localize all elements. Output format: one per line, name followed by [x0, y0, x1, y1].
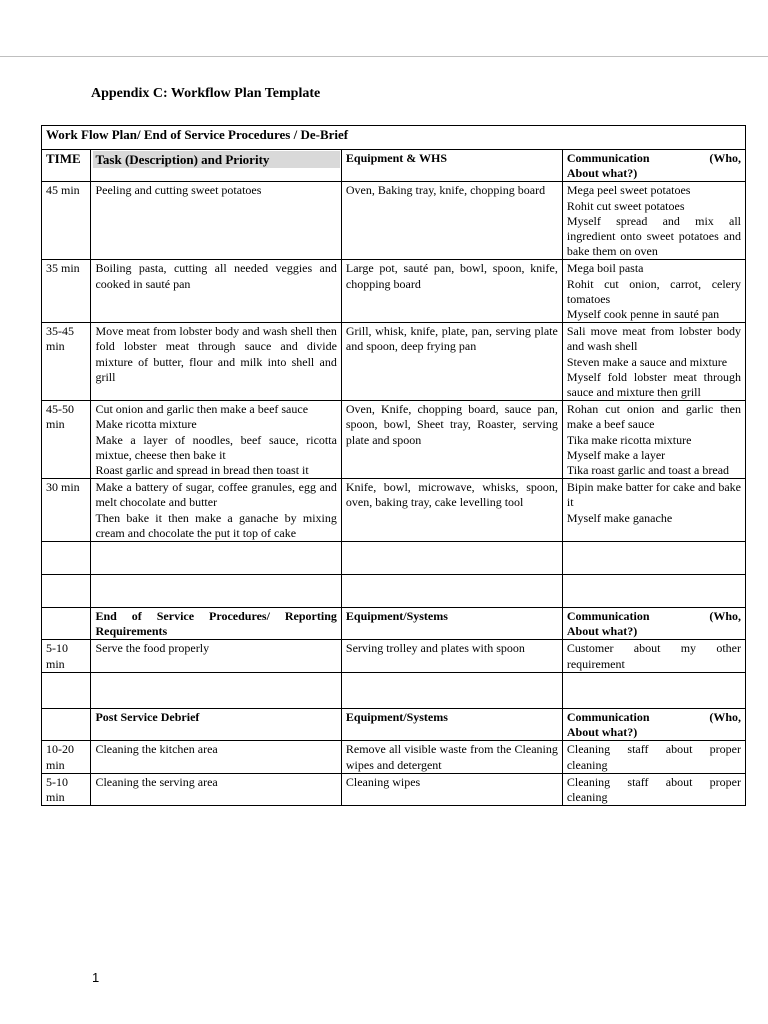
row-time: 45-50 min: [42, 401, 91, 479]
row-communication-line: Myself make ganache: [566, 510, 673, 525]
table-row-empty: [42, 672, 746, 708]
row-task: [91, 401, 341, 479]
debrief-communication: Cleaning staff about proper cleaning: [562, 773, 745, 805]
row-task: [91, 323, 341, 401]
end-service-communication: Customer about my other requirement: [562, 640, 745, 672]
row-communication-line: Sali move meat from lobster body and wash shell: [566, 324, 741, 354]
table-row: [42, 260, 746, 323]
row-equipment: [341, 479, 562, 542]
row-communication-line: Mega boil pasta: [566, 261, 644, 276]
row-communication-line: Bipin make batter for cake and bake it: [566, 480, 741, 510]
row-communication-line: Steven make a sauce and mixture: [566, 354, 728, 369]
debrief-header-communication: [562, 708, 745, 740]
row-task-line: Make a layer of noodles, beef sauce, ricotta mixtue, cheese then bake it: [95, 432, 337, 462]
debrief-comm-right: (Who,: [709, 709, 741, 724]
row-time: 45 min: [42, 182, 91, 260]
row-communication-line: Tika make ricotta mixture: [566, 432, 692, 447]
row-communication-line: Myself make a layer: [566, 447, 666, 462]
workflow-table: [41, 125, 746, 806]
header-equipment: Equipment & WHS: [341, 150, 562, 182]
debrief-task: Cleaning the serving area: [91, 773, 341, 805]
end-service-comm-right: (Who,: [709, 609, 741, 624]
table-caption-row: [42, 126, 746, 150]
end-of-service-header-row: [42, 608, 746, 640]
table-row: [42, 741, 746, 773]
header-time: TIME: [42, 150, 91, 182]
debrief-communication: Cleaning staff about proper cleaning: [562, 741, 745, 773]
debrief-task: Cleaning the kitchen area: [91, 741, 341, 773]
row-task: [91, 182, 341, 260]
debrief-comm-line2: About what?): [566, 725, 638, 740]
debrief-time: 5-10 min: [42, 773, 91, 805]
row-equipment-line: Oven, Knife, chopping board, sauce pan, spoon, bowl, Sheet tray, Roaster, serving plate and spoon: [345, 402, 558, 447]
top-divider: [0, 56, 768, 57]
debrief-header-equipment: Equipment/Systems: [341, 708, 562, 740]
row-communication-line: Myself cook penne in sauté pan: [566, 307, 720, 322]
row-task-line: Move meat from lobster body and wash shell then fold lobster meat through sauce and divide mixture of butter, flour and milk into shell and grill: [95, 324, 337, 384]
row-task-line: Cut onion and garlic then make a beef sauce: [95, 402, 309, 417]
plan-rows: [42, 182, 746, 542]
row-communication-line: Rohit cut sweet potatoes: [566, 198, 685, 213]
row-task-line: Make a battery of sugar, coffee granules, egg and melt chocolate and butter: [95, 480, 337, 510]
row-equipment-line: Large pot, sauté pan, bowl, spoon, knife, chopping board: [345, 261, 558, 291]
end-service-header-communication: [562, 608, 745, 640]
row-communication: [562, 323, 745, 401]
debrief-header-row: [42, 708, 746, 740]
row-communication-line: Myself spread and mix all ingredient onto sweet potatoes and bake them on oven: [566, 213, 741, 259]
table-header-row: [42, 150, 746, 182]
table-row-empty: [42, 575, 746, 608]
header-comm-left: Communication: [566, 151, 650, 165]
row-equipment: [341, 401, 562, 479]
row-communication: [562, 182, 745, 260]
table-row: [42, 182, 746, 260]
debrief-equipment: Cleaning wipes: [341, 773, 562, 805]
row-task-line: Roast garlic and spread in bread then toast it: [95, 463, 309, 478]
row-equipment: [341, 260, 562, 323]
end-service-task: Serve the food properly: [91, 640, 341, 672]
table-row: [42, 640, 746, 672]
row-communication: [562, 260, 745, 323]
row-task: [91, 260, 341, 323]
header-task: [91, 150, 341, 182]
table-row: [42, 323, 746, 401]
row-task-line: Boiling pasta, cutting all needed veggies and cooked in sauté pan: [95, 261, 337, 291]
row-equipment: [341, 323, 562, 401]
row-task-line: Make ricotta mixture: [95, 417, 197, 432]
end-service-equipment: Serving trolley and plates with spoon: [341, 640, 562, 672]
header-task-label: Task (Description) and Priority: [93, 151, 339, 168]
header-communication: [562, 150, 745, 182]
page-number: 1: [92, 970, 100, 985]
row-equipment: [341, 182, 562, 260]
row-communication-line: Rohan cut onion and garlic then make a beef sauce: [566, 402, 741, 432]
row-task-line: Peeling and cutting sweet potatoes: [95, 183, 262, 198]
end-service-comm-left: Communication: [566, 609, 650, 624]
header-comm-right: (Who,: [709, 151, 741, 165]
table-row-empty: [42, 542, 746, 575]
row-communication-line: Tika roast garlic and toast a bread: [566, 463, 730, 478]
row-communication-line: Myself fold lobster meat through sauce and mixture then grill: [566, 369, 741, 400]
end-service-comm-line2: About what?): [566, 624, 638, 639]
row-equipment-line: Knife, bowl, microwave, whisks, spoon, oven, baking tray, cake levelling tool: [345, 480, 558, 510]
page-title: Appendix C: Workflow Plan Template: [91, 86, 321, 101]
row-communication-line: Mega peel sweet potatoes: [566, 183, 691, 198]
header-comm-line2: About what?): [566, 166, 638, 181]
debrief-time: 10-20 min: [42, 741, 91, 773]
end-service-header-equipment: Equipment/Systems: [341, 608, 562, 640]
debrief-header-task: Post Service Debrief: [91, 708, 341, 740]
row-time: 30 min: [42, 479, 91, 542]
row-task-line: Then bake it then make a ganache by mixing cream and chocolate the put it top of cake: [95, 510, 337, 540]
row-equipment-line: Grill, whisk, knife, plate, pan, serving plate and spoon, deep frying pan: [345, 324, 558, 354]
table-row: [42, 773, 746, 805]
debrief-equipment: Remove all visible waste from the Cleaning wipes and detergent: [341, 741, 562, 773]
end-service-header-task: End of Service Procedures/ Reporting Requirements: [91, 608, 341, 640]
row-time: 35-45 min: [42, 323, 91, 401]
end-service-time: 5-10 min: [42, 640, 91, 672]
row-communication: [562, 401, 745, 479]
row-task: [91, 479, 341, 542]
table-row: [42, 479, 746, 542]
debrief-comm-left: Communication: [566, 709, 650, 724]
row-equipment-line: Oven, Baking tray, knife, chopping board: [345, 183, 546, 198]
table-row: [42, 401, 746, 479]
table-caption: Work Flow Plan/ End of Service Procedures / De-Brief: [42, 126, 746, 150]
row-communication-line: Rohit cut onion, carrot, celery tomatoes: [566, 276, 741, 306]
row-communication: [562, 479, 745, 542]
row-time: 35 min: [42, 260, 91, 323]
